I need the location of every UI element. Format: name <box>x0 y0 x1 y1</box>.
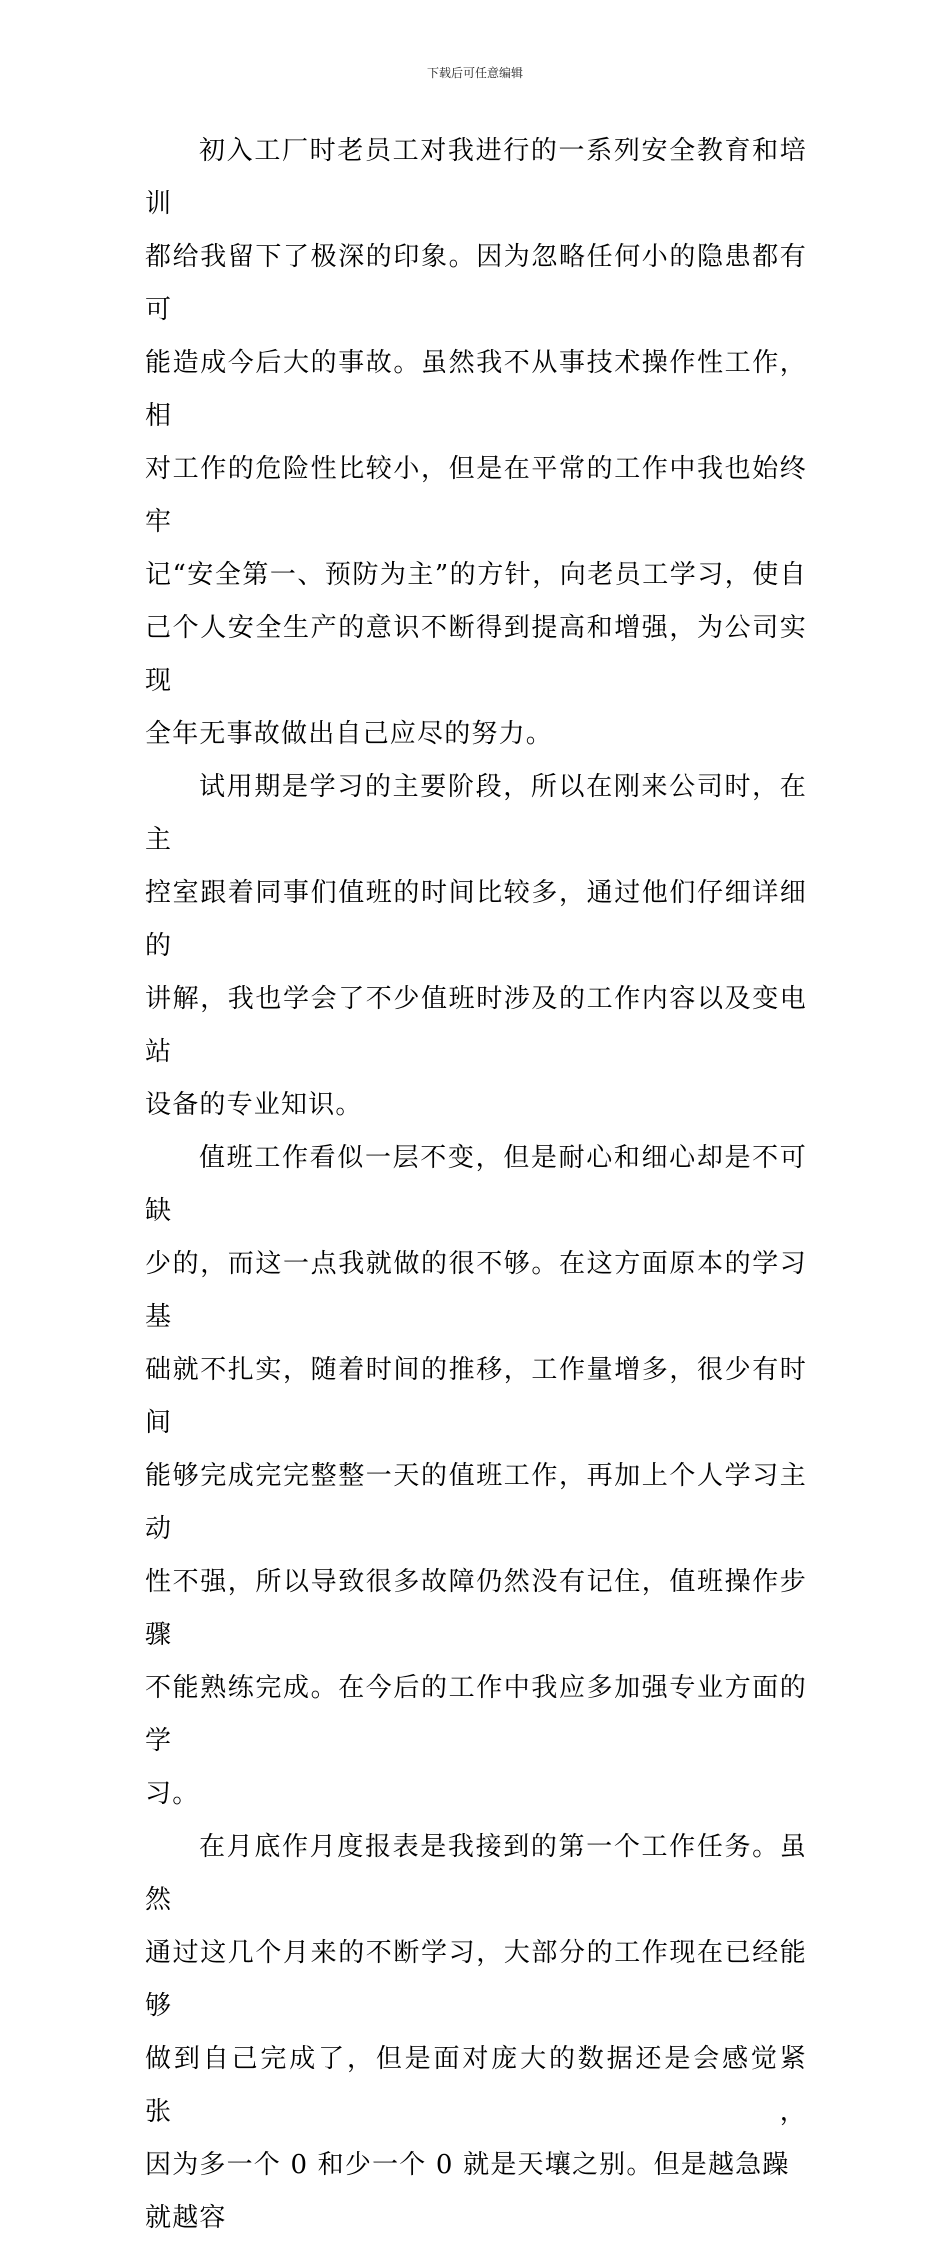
paragraph-probation-learning <box>145 761 807 1132</box>
text-line: 因为多一个 0 和少一个 0 就是天壤之别。但是越急躁就越容 <box>145 2150 790 2233</box>
text-line: 全年无事故做出自己应尽的努力。 <box>145 719 554 749</box>
text-line: 在月底作月度报表是我接到的第一个工作任务。虽然 <box>145 1832 807 1915</box>
text-line: 能够完成完完整整一天的值班工作，再加上个人学习主动 <box>145 1461 807 1544</box>
text-line: 记“安全第一、预防为主”的方针，向老员工学习，使自 <box>145 560 807 590</box>
text-line: 对工作的危险性比较小，但是在平常的工作中我也始终牢 <box>145 454 807 537</box>
paragraph-duty-work <box>145 1132 807 1821</box>
text-line: 讲解，我也学会了不少值班时涉及的工作内容以及变电站 <box>145 984 807 1067</box>
text-line: 少的，而这一点我就做的很不够。在这方面原本的学习基 <box>145 1249 807 1332</box>
text-line: 能造成今后大的事故。虽然我不从事技术操作性工作，相 <box>145 348 807 431</box>
text-line: 习。 <box>145 1779 200 1809</box>
text-line: 通过这几个月来的不断学习，大部分的工作现在已经能够 <box>145 1938 807 2021</box>
text-line: 试用期是学习的主要阶段，所以在刚来公司时，在主 <box>145 772 807 855</box>
text-line: 己个人安全生产的意识不断得到提高和增强，为公司实现 <box>145 613 807 696</box>
text-line: 控室跟着同事们值班的时间比较多，通过他们仔细详细的 <box>145 878 807 961</box>
text-line: 性不强，所以导致很多故障仍然没有记住，值班操作步骤 <box>145 1567 807 1650</box>
text-line: 设备的专业知识。 <box>145 1090 363 1120</box>
text-line: 做到自己完成了，但是面对庞大的数据还是会感觉紧张， <box>145 2044 807 2127</box>
page-header: 下载后可任意编辑 <box>426 66 523 80</box>
text-line: 初入工厂时老员工对我进行的一系列安全教育和培训 <box>145 136 807 219</box>
document-body <box>145 125 807 2245</box>
text-line: 础就不扎实，随着时间的推移，工作量增多，很少有时间 <box>145 1355 807 1438</box>
text-line: 值班工作看似一层不变，但是耐心和细心却是不可缺 <box>145 1143 807 1226</box>
paragraph-monthly-report <box>145 1821 807 2245</box>
text-line: 都给我留下了极深的印象。因为忽略任何小的隐患都有可 <box>145 242 807 325</box>
text-line: 不能熟练完成。在今后的工作中我应多加强专业方面的学 <box>145 1673 807 1756</box>
paragraph-safety-training <box>145 125 807 761</box>
